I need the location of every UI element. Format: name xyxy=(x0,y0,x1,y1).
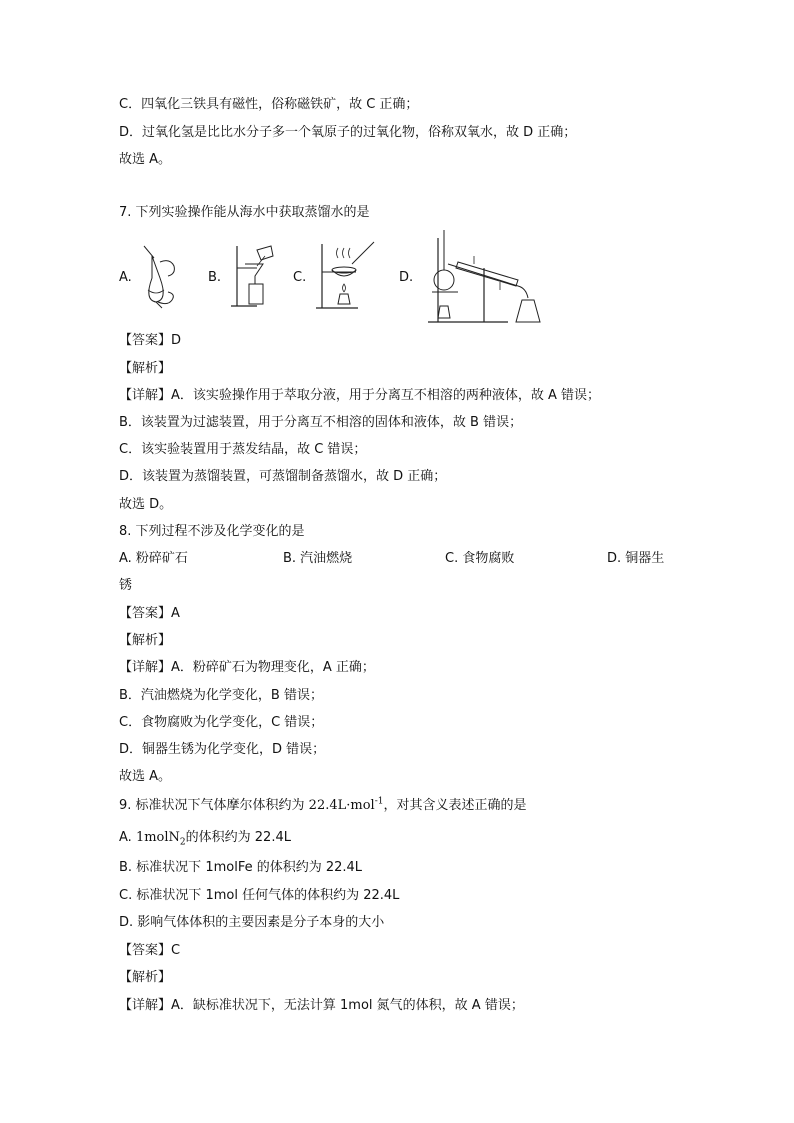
filtration-figure xyxy=(227,242,277,308)
q9-detail-a: 【详解】A．缺标准状况下，无法计算 1mol 氮气的体积，故 A 错误； xyxy=(119,998,524,1013)
q7-detail-c: C．该实验装置用于蒸发结晶，故 C 错误； xyxy=(119,442,367,457)
q8-option-d-wrap: 锈 xyxy=(119,578,133,593)
separatory-funnel-figure xyxy=(138,244,188,310)
q8-answer: 【答案】A xyxy=(119,606,180,621)
q7-detail-d: D．该装置为蒸馏装置，可蒸馏制备蒸馏水，故 D 正确； xyxy=(119,469,447,484)
q7-analysis-heading: 【解析】 xyxy=(119,361,172,376)
q8-option-c: C. 食物腐败 xyxy=(445,551,515,566)
q7-selection: 故选 D。 xyxy=(119,497,173,512)
distillation-figure xyxy=(418,228,548,326)
q9-option-a-formula: 1molN xyxy=(135,830,180,845)
q8-option-b: B. 汽油燃烧 xyxy=(283,551,353,566)
q9-option-b: B. 标准状况下 1molFe 的体积约为 22.4L xyxy=(119,860,363,875)
q7-answer: 【答案】D xyxy=(119,333,182,348)
q7-stem: 7. 下列实验操作能从海水中获取蒸馏水的是 xyxy=(119,205,370,220)
q9-molar-volume: 22.4L·mol xyxy=(308,798,375,813)
evaporation-figure xyxy=(312,238,382,312)
q9-option-d: D. 影响气体体积的主要因素是分子本身的大小 xyxy=(119,915,385,930)
q8-detail-a: 【详解】A．粉碎矿石为物理变化，A 正确； xyxy=(119,660,375,675)
q7-label-c: C. xyxy=(293,270,307,285)
q7-label-a: A. xyxy=(119,270,132,285)
prev-option-d-explanation: D．过氧化氢是比比水分子多一个氧原子的过氧化物，俗称双氧水，故 D 正确； xyxy=(119,125,577,140)
q9-option-a xyxy=(119,829,291,847)
q9-answer: 【答案】C xyxy=(119,943,181,958)
q8-detail-c: C．食物腐败为化学变化，C 错误； xyxy=(119,715,324,730)
q8-selection: 故选 A。 xyxy=(119,769,172,784)
q9-analysis-heading: 【解析】 xyxy=(119,970,172,985)
q8-option-d: D. 铜器生 xyxy=(607,551,665,566)
q9-option-a-end: 的体积约为 22.4L xyxy=(185,830,291,845)
q8-detail-d: D．铜器生锈为化学变化，D 错误； xyxy=(119,742,326,757)
q9-option-a-subscript: 2 xyxy=(179,837,186,848)
q8-detail-b: B．汽油燃烧为化学变化，B 错误； xyxy=(119,688,323,703)
q9-stem xyxy=(119,797,527,815)
q9-molar-volume-exponent: -1 xyxy=(374,796,384,807)
q8-analysis-heading: 【解析】 xyxy=(119,633,172,648)
q7-label-b: B. xyxy=(208,270,222,285)
q9-option-a-letter: A. xyxy=(119,830,136,845)
q7-detail-a: 【详解】A．该实验操作用于萃取分液，用于分离互不相溶的两种液体，故 A 错误； xyxy=(119,388,601,403)
q8-option-a: A. 粉碎矿石 xyxy=(119,551,188,566)
q7-label-d: D. xyxy=(399,270,414,285)
q9-stem-end: ，对其含义表述正确的是 xyxy=(383,798,527,813)
q8-stem: 8. 下列过程不涉及化学变化的是 xyxy=(119,524,305,539)
prev-selection: 故选 A。 xyxy=(119,152,172,167)
q7-detail-b: B．该装置为过滤装置，用于分离互不相溶的固体和液体，故 B 错误； xyxy=(119,415,523,430)
prev-option-c-explanation: C．四氧化三铁具有磁性，俗称磁铁矿，故 C 正确； xyxy=(119,97,419,112)
q9-option-c: C. 标准状况下 1mol 任何气体的体积约为 22.4L xyxy=(119,888,400,903)
q9-stem-start: 9. 标准状况下气体摩尔体积约为 xyxy=(119,798,309,813)
